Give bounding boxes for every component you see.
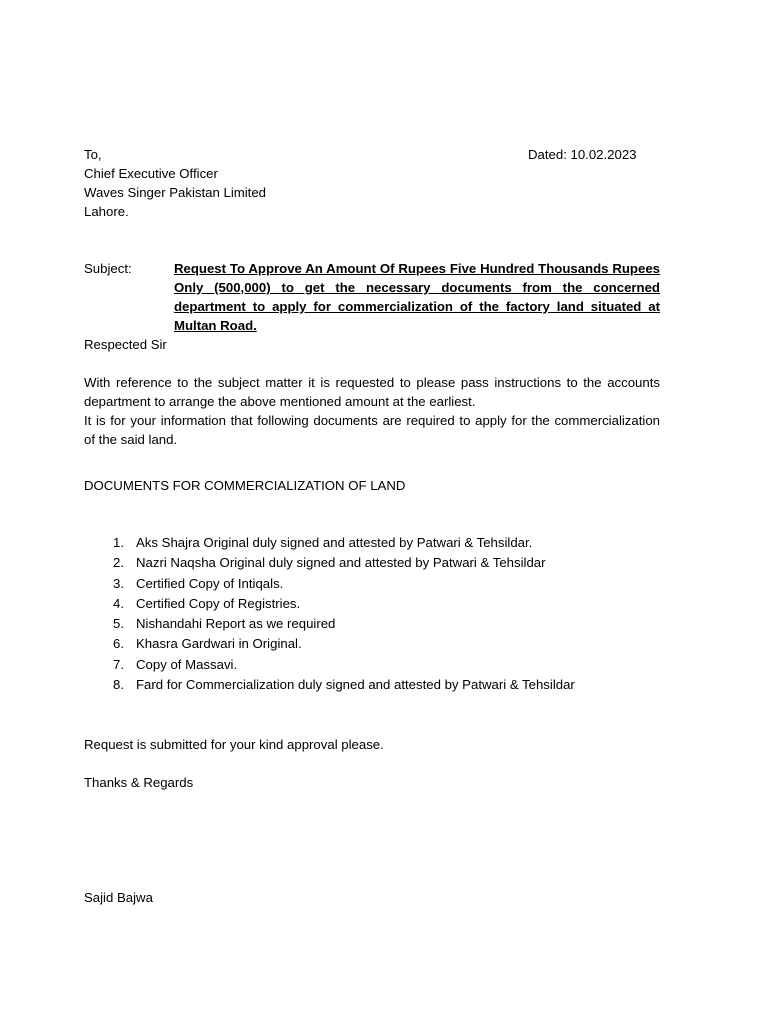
list-item-text: Nishandahi Report as we required	[136, 616, 336, 632]
list-item-number: 4.	[113, 595, 124, 611]
signatory-name: Sajid Bajwa	[84, 890, 153, 905]
closing-request: Request is submitted for your kind approval please.	[84, 737, 384, 752]
subject-label: Subject:	[84, 261, 132, 276]
list-item-number: 7.	[113, 656, 124, 672]
recipient-company: Waves Singer Pakistan Limited	[84, 185, 267, 200]
list-item-number: 1.	[113, 535, 124, 550]
body-paragraph-2: It is for your information that following documents are required to apply for the commercialization of the said land.	[84, 413, 660, 447]
recipient-title: Chief Executive Officer	[84, 166, 218, 181]
body-paragraph-1: With reference to the subject matter it is requested to please pass instructions to the accounts department to arrange the above mentioned amount at the earliest.	[84, 375, 660, 409]
list-item-number: 5.	[113, 616, 124, 632]
list-item-text: Certified Copy of Intiqals.	[136, 575, 284, 591]
list-item-number: 2.	[113, 555, 124, 571]
recipient-to: To,	[84, 147, 102, 162]
list-item-number: 3.	[113, 575, 124, 591]
greeting: Respected Sir	[84, 337, 167, 352]
list-item-number: 6.	[113, 636, 124, 652]
list-item-text: Nazri Naqsha Original duly signed and attested by Patwari & Tehsildar	[136, 555, 546, 571]
recipient-city: Lahore.	[84, 204, 129, 219]
list-item-text: Aks Shajra Original duly signed and attested by Patwari & Tehsildar.	[136, 535, 533, 550]
sign-off: Thanks & Regards	[84, 775, 194, 790]
subject-text: Request To Approve An Amount Of Rupees Five Hundred Thousands Rupees Only (500,000) to get the necessary documents from the concerned department to apply for commercialization of the factory land situated at Multan Road.	[174, 261, 660, 333]
list-item-number: 8.	[113, 677, 124, 693]
list-item-text: Copy of Massavi.	[136, 656, 238, 672]
list-item-text: Fard for Commercialization duly signed and attested by Patwari & Tehsildar	[136, 677, 575, 693]
list-item-text: Khasra Gardwari in Original.	[136, 636, 302, 652]
letter-date: Dated: 10.02.2023	[528, 147, 637, 162]
documents-heading: DOCUMENTS FOR COMMERCIALIZATION OF LAND	[84, 478, 406, 493]
list-item-text: Certified Copy of Registries.	[136, 595, 301, 611]
